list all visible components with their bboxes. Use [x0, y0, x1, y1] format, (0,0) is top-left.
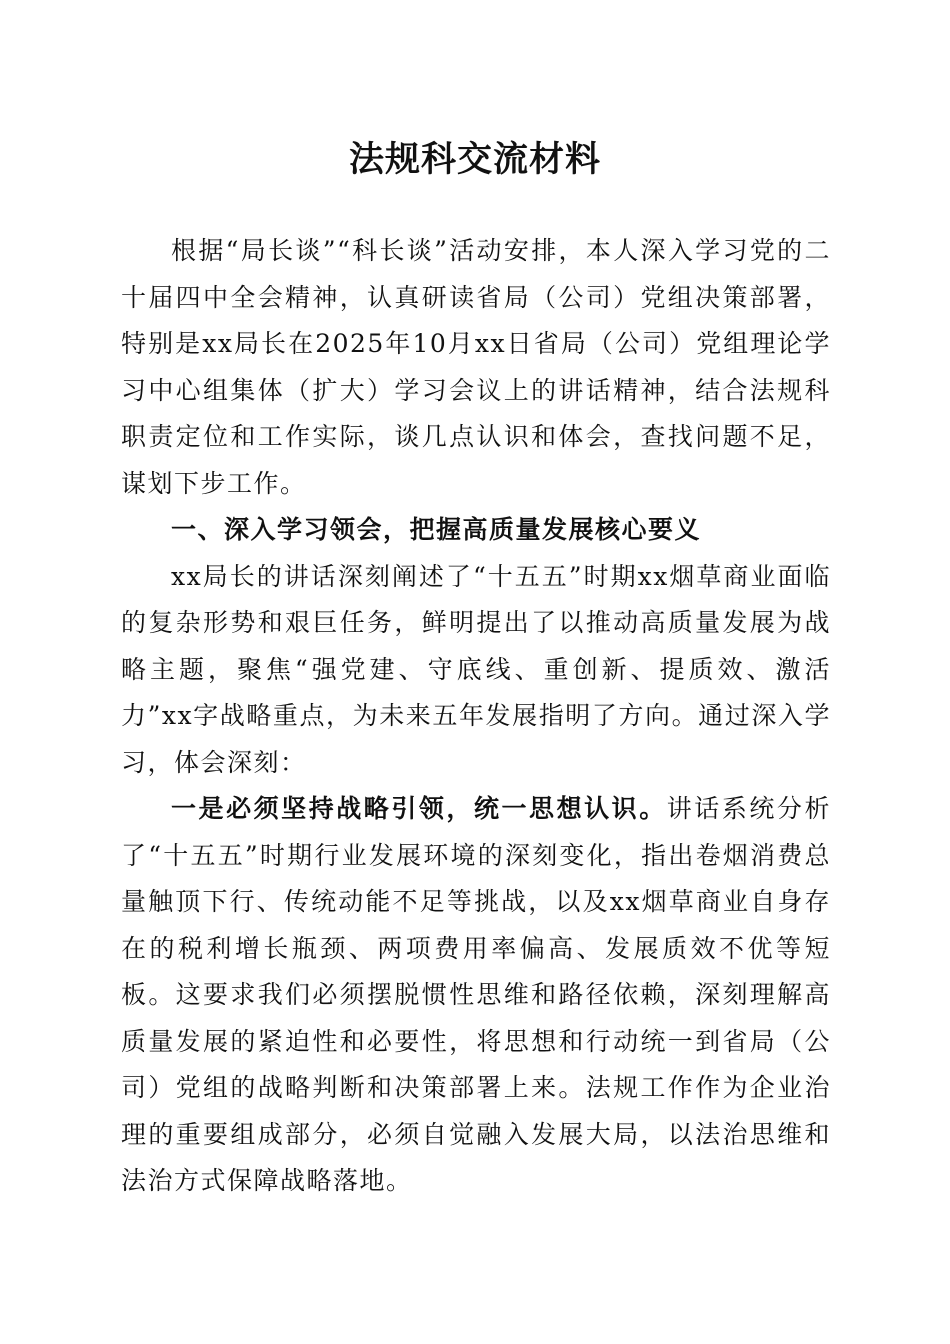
- point-lead-text: 一是必须坚持战略引领，统一思想认识。: [171, 794, 667, 823]
- point-paragraph: [121, 786, 831, 1205]
- intro-paragraph: 根据“局长谈”“科长谈”活动安排，本人深入学习党的二十届四中全会精神，认真研读省局（公司）党组决策部署，特别是xx局长在2025年10月xx日省局（公司）党组理论学习中心组集体（扩大）学习会议上的讲话精神，结合法规科职责定位和工作实际，谈几点认识和体会，查找问题不足，谋划下步工作。: [121, 236, 831, 498]
- document-title: 法规科交流材料: [348, 139, 601, 180]
- section-paragraph: xx局长的讲话深刻阐述了“十五五”时期xx烟草商业面临的复杂形势和艰巨任务，鲜明提出了以推动高质量发展为战略主题，聚焦“强党建、守底线、重创新、提质效、激活力”xx字战略重点，为未来五年发展指明了方向。通过深入学习，体会深刻：: [121, 561, 831, 777]
- section-heading: 一、深入学习领会，把握高质量发展核心要义: [171, 515, 702, 544]
- point-body-text: 讲话系统分析了“十五五”时期行业发展环境的深刻变化，指出卷烟消费总量触顶下行、传统动能不足等挑战，以及xx烟草商业自身存在的税利增长瓶颈、两项费用率偏高、发展质效不优等短板。这要求我们必须摆脱惯性思维和路径依赖，深刻理解高质量发展的紧迫性和必要性，将思想和行动统一到省局（公司）党组的战略判断和决策部署上来。法规工作作为企业治理的重要组成部分，必须自觉融入发展大局，以法治思维和法治方式保障战略落地。: [121, 794, 831, 1195]
- document-body: [121, 228, 831, 1205]
